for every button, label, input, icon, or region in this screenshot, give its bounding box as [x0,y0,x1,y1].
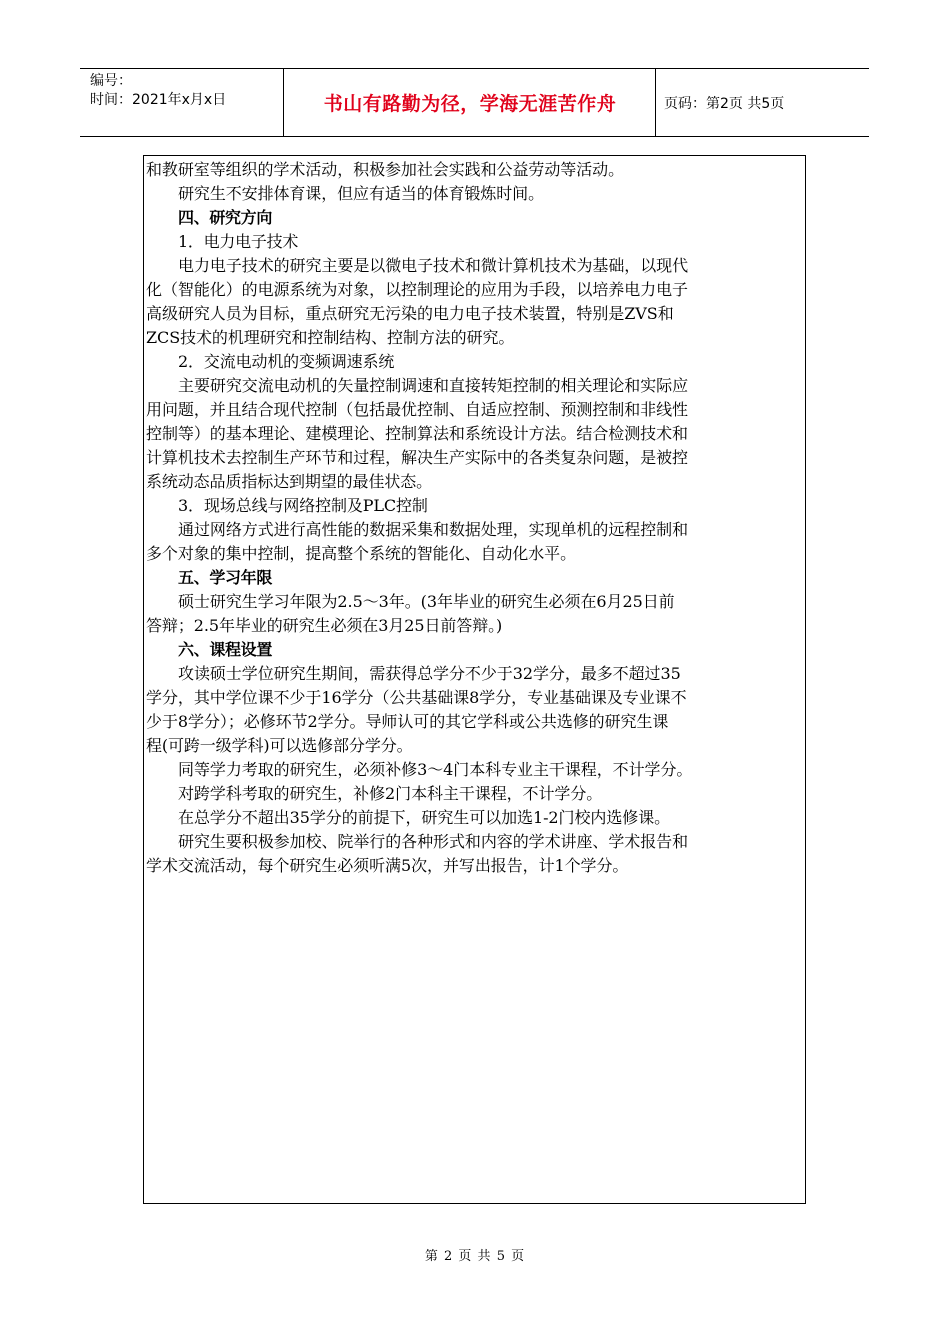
body-line: 系统动态品质指标达到期望的最佳状态。 [146,472,433,491]
header-divider-right [655,69,656,136]
body-line: 硕士研究生学习年限为2.5～3年。(3年毕业的研究生必须在6月25日前 [178,592,675,611]
body-line: 主要研究交流电动机的矢量控制调速和直接转矩控制的相关理论和实际应 [178,376,689,395]
header-motto: 书山有路勤为径，学海无涯苦作舟 [323,93,617,115]
body-line: ZCS技术的机理研究和控制结构、控制方法的研究。 [146,328,515,347]
page-footer: 第 2 页 共 5 页 [424,1249,526,1264]
body-line: 研究生不安排体育课，但应有适当的体育锻炼时间。 [178,184,545,203]
section-heading: 六、课程设置 [178,640,273,659]
subsection-heading: 1．电力电子技术 [178,232,299,251]
body-line: 用问题，并且结合现代控制（包括最优控制、自适应控制、预测控制和非线性 [146,400,689,419]
body-line: 学术交流活动，每个研究生必须听满5次，并写出报告，计1个学分。 [146,856,629,875]
page-header [80,68,869,137]
body-line: 同等学力考取的研究生，必须补修3～4门本科专业主干课程，不计学分。 [178,760,693,779]
header-divider-left [283,69,284,136]
body-line: 化（智能化）的电源系统为对象，以控制理论的应用为手段，以培养电力电子 [146,280,689,299]
body-text [146,158,802,878]
subsection-heading: 3．现场总线与网络控制及PLC控制 [178,496,428,515]
body-line: 高级研究人员为目标，重点研究无污染的电力电子技术装置，特别是ZVS和 [146,304,674,323]
body-line: 多个对象的集中控制，提高整个系统的智能化、自动化水平。 [146,544,577,563]
body-line: 控制等）的基本理论、建模理论、控制算法和系统设计方法。结合检测技术和 [146,424,689,443]
body-line: 计算机技术去控制生产环节和过程，解决生产实际中的各类复杂问题，是被控 [146,448,689,467]
body-line: 和教研室等组织的学术活动，积极参加社会实践和公益劳动等活动。 [146,160,625,179]
section-heading: 五、学习年限 [178,568,273,587]
subsection-heading: 2．交流电动机的变频调速系统 [178,352,395,371]
body-line: 研究生要积极参加校、院举行的各种形式和内容的学术讲座、学术报告和 [178,832,689,851]
body-line: 学分，其中学位课不少于16学分（公共基础课8学分，专业基础课及专业课不 [146,688,687,707]
section-heading: 四、研究方向 [178,208,273,227]
body-line: 通过网络方式进行高性能的数据采集和数据处理，实现单机的远程控制和 [178,520,689,539]
header-page-info: 页码：第2页 共5页 [664,95,785,112]
body-line: 攻读硕士学位研究生期间，需获得总学分不少于32学分，最多不超过35 [178,664,681,683]
document-date: 时间：2021年x月x日 [90,92,227,108]
body-line: 对跨学科考取的研究生，补修2门本科主干课程，不计学分。 [178,784,603,803]
document-number: 编号： [90,73,132,89]
body-line: 电力电子技术的研究主要是以微电子技术和微计算机技术为基础，以现代 [178,256,689,275]
body-line: 在总学分不超出35学分的前提下，研究生可以加选1-2门校内选修课。 [178,808,671,827]
body-line: 答辩；2.5年毕业的研究生必须在3月25日前答辩。) [146,616,503,635]
body-line: 少于8学分）；必修环节2学分。导师认可的其它学科或公共选修的研究生课 [146,712,669,731]
body-line: 程(可跨一级学科)可以选修部分学分。 [146,736,413,755]
